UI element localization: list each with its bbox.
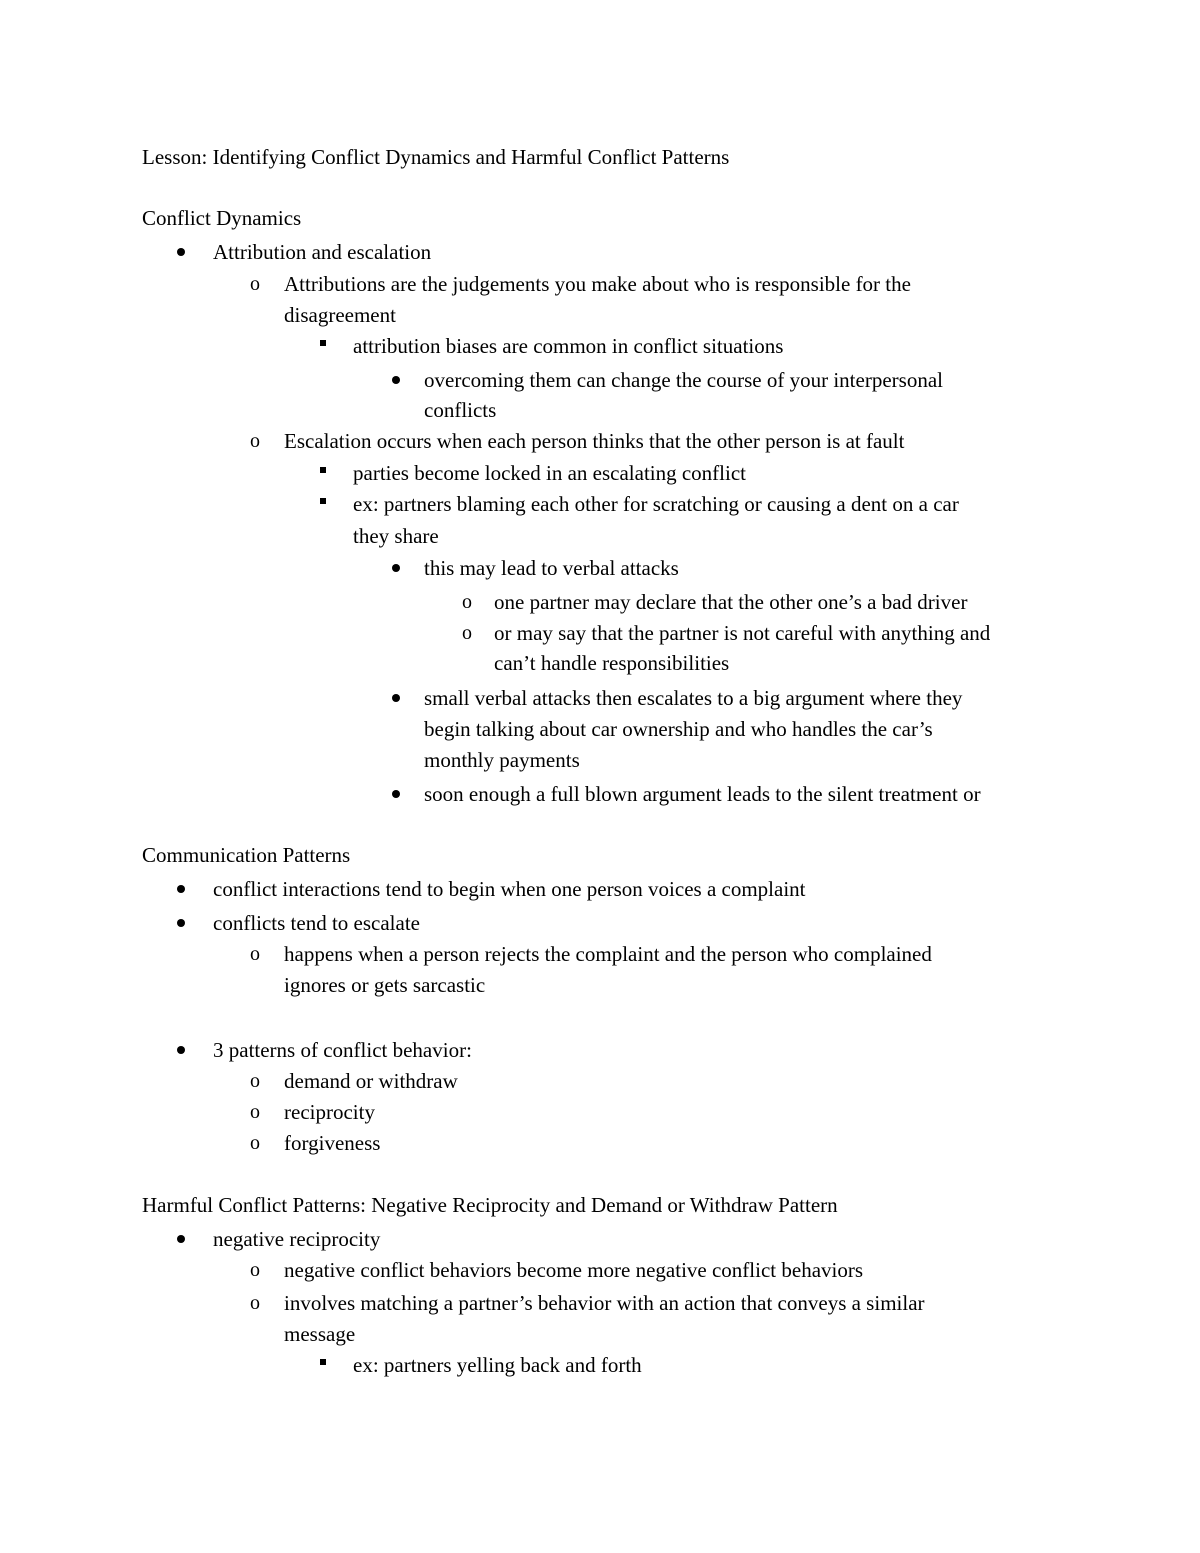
list-item: attribution biases are common in conflict situations — [353, 334, 784, 358]
list-item: this may lead to verbal attacks — [424, 556, 679, 580]
list-item-continuation: conflicts — [424, 398, 497, 422]
list-item: ex: partners yelling back and forth — [353, 1353, 642, 1377]
section-heading: Communication Patterns — [142, 843, 351, 867]
document-title: Lesson: Identifying Conflict Dynamics and Harmful Conflict Patterns — [142, 145, 730, 169]
bullet-circle: o — [462, 591, 472, 613]
bullet-circle: o — [250, 1101, 260, 1123]
list-item: one partner may declare that the other one’s a bad driver — [494, 590, 968, 614]
list-item: soon enough a full blown argument leads to the silent treatment or — [424, 782, 981, 806]
bullet-circle: o — [462, 622, 472, 644]
list-item: parties become locked in an escalating conflict — [353, 461, 747, 485]
bullet-dot — [392, 694, 400, 702]
list-item: Escalation occurs when each person thinks that the other person is at fault — [284, 429, 905, 453]
bullet-dot — [392, 790, 400, 798]
bullet-circle: o — [250, 273, 260, 295]
list-item: conflict interactions tend to begin when one person voices a complaint — [213, 877, 806, 901]
list-item: forgiveness — [284, 1131, 381, 1155]
bullet-dot — [177, 885, 185, 893]
list-item-continuation: message — [284, 1322, 356, 1346]
bullet-square — [320, 340, 326, 346]
bullet-circle: o — [250, 1292, 260, 1314]
list-item-continuation: begin talking about car ownership and who handles the car’s — [424, 717, 933, 741]
bullet-dot — [392, 376, 400, 384]
bullet-circle: o — [250, 1132, 260, 1154]
section-heading: Conflict Dynamics — [142, 206, 302, 230]
bullet-dot — [392, 564, 400, 572]
bullet-dot — [177, 1235, 185, 1243]
list-item: negative reciprocity — [213, 1227, 381, 1251]
list-item: negative conflict behaviors become more negative conflict behaviors — [284, 1258, 864, 1282]
bullet-circle: o — [250, 430, 260, 452]
bullet-dot — [177, 248, 185, 256]
list-item-continuation: they share — [353, 524, 439, 548]
section-heading: Harmful Conflict Patterns: Negative Reciprocity and Demand or Withdraw Pattern — [142, 1193, 838, 1217]
list-item: ex: partners blaming each other for scratching or causing a dent on a car — [353, 492, 959, 516]
bullet-square — [320, 498, 326, 504]
list-item: Attributions are the judgements you make about who is responsible for the — [284, 272, 911, 296]
bullet-square — [320, 1359, 326, 1365]
bullet-dot — [177, 1046, 185, 1054]
list-item-continuation: monthly payments — [424, 748, 580, 772]
list-item: conflicts tend to escalate — [213, 911, 420, 935]
list-item: Attribution and escalation — [213, 240, 432, 264]
bullet-square — [320, 467, 326, 473]
list-item: reciprocity — [284, 1100, 375, 1124]
bullet-circle: o — [250, 1259, 260, 1281]
list-item-continuation: disagreement — [284, 303, 396, 327]
list-item-continuation: ignores or gets sarcastic — [284, 973, 486, 997]
bullet-dot — [177, 919, 185, 927]
list-item: demand or withdraw — [284, 1069, 458, 1093]
bullet-circle: o — [250, 943, 260, 965]
list-item-continuation: can’t handle responsibilities — [494, 651, 730, 675]
list-item: involves matching a partner’s behavior with an action that conveys a similar — [284, 1291, 925, 1315]
list-item: 3 patterns of conflict behavior: — [213, 1038, 472, 1062]
list-item: or may say that the partner is not careful with anything and — [494, 621, 991, 645]
list-item: overcoming them can change the course of your interpersonal — [424, 368, 943, 392]
bullet-circle: o — [250, 1070, 260, 1092]
list-item: small verbal attacks then escalates to a big argument where they — [424, 686, 963, 710]
list-item: happens when a person rejects the complaint and the person who complained — [284, 942, 932, 966]
